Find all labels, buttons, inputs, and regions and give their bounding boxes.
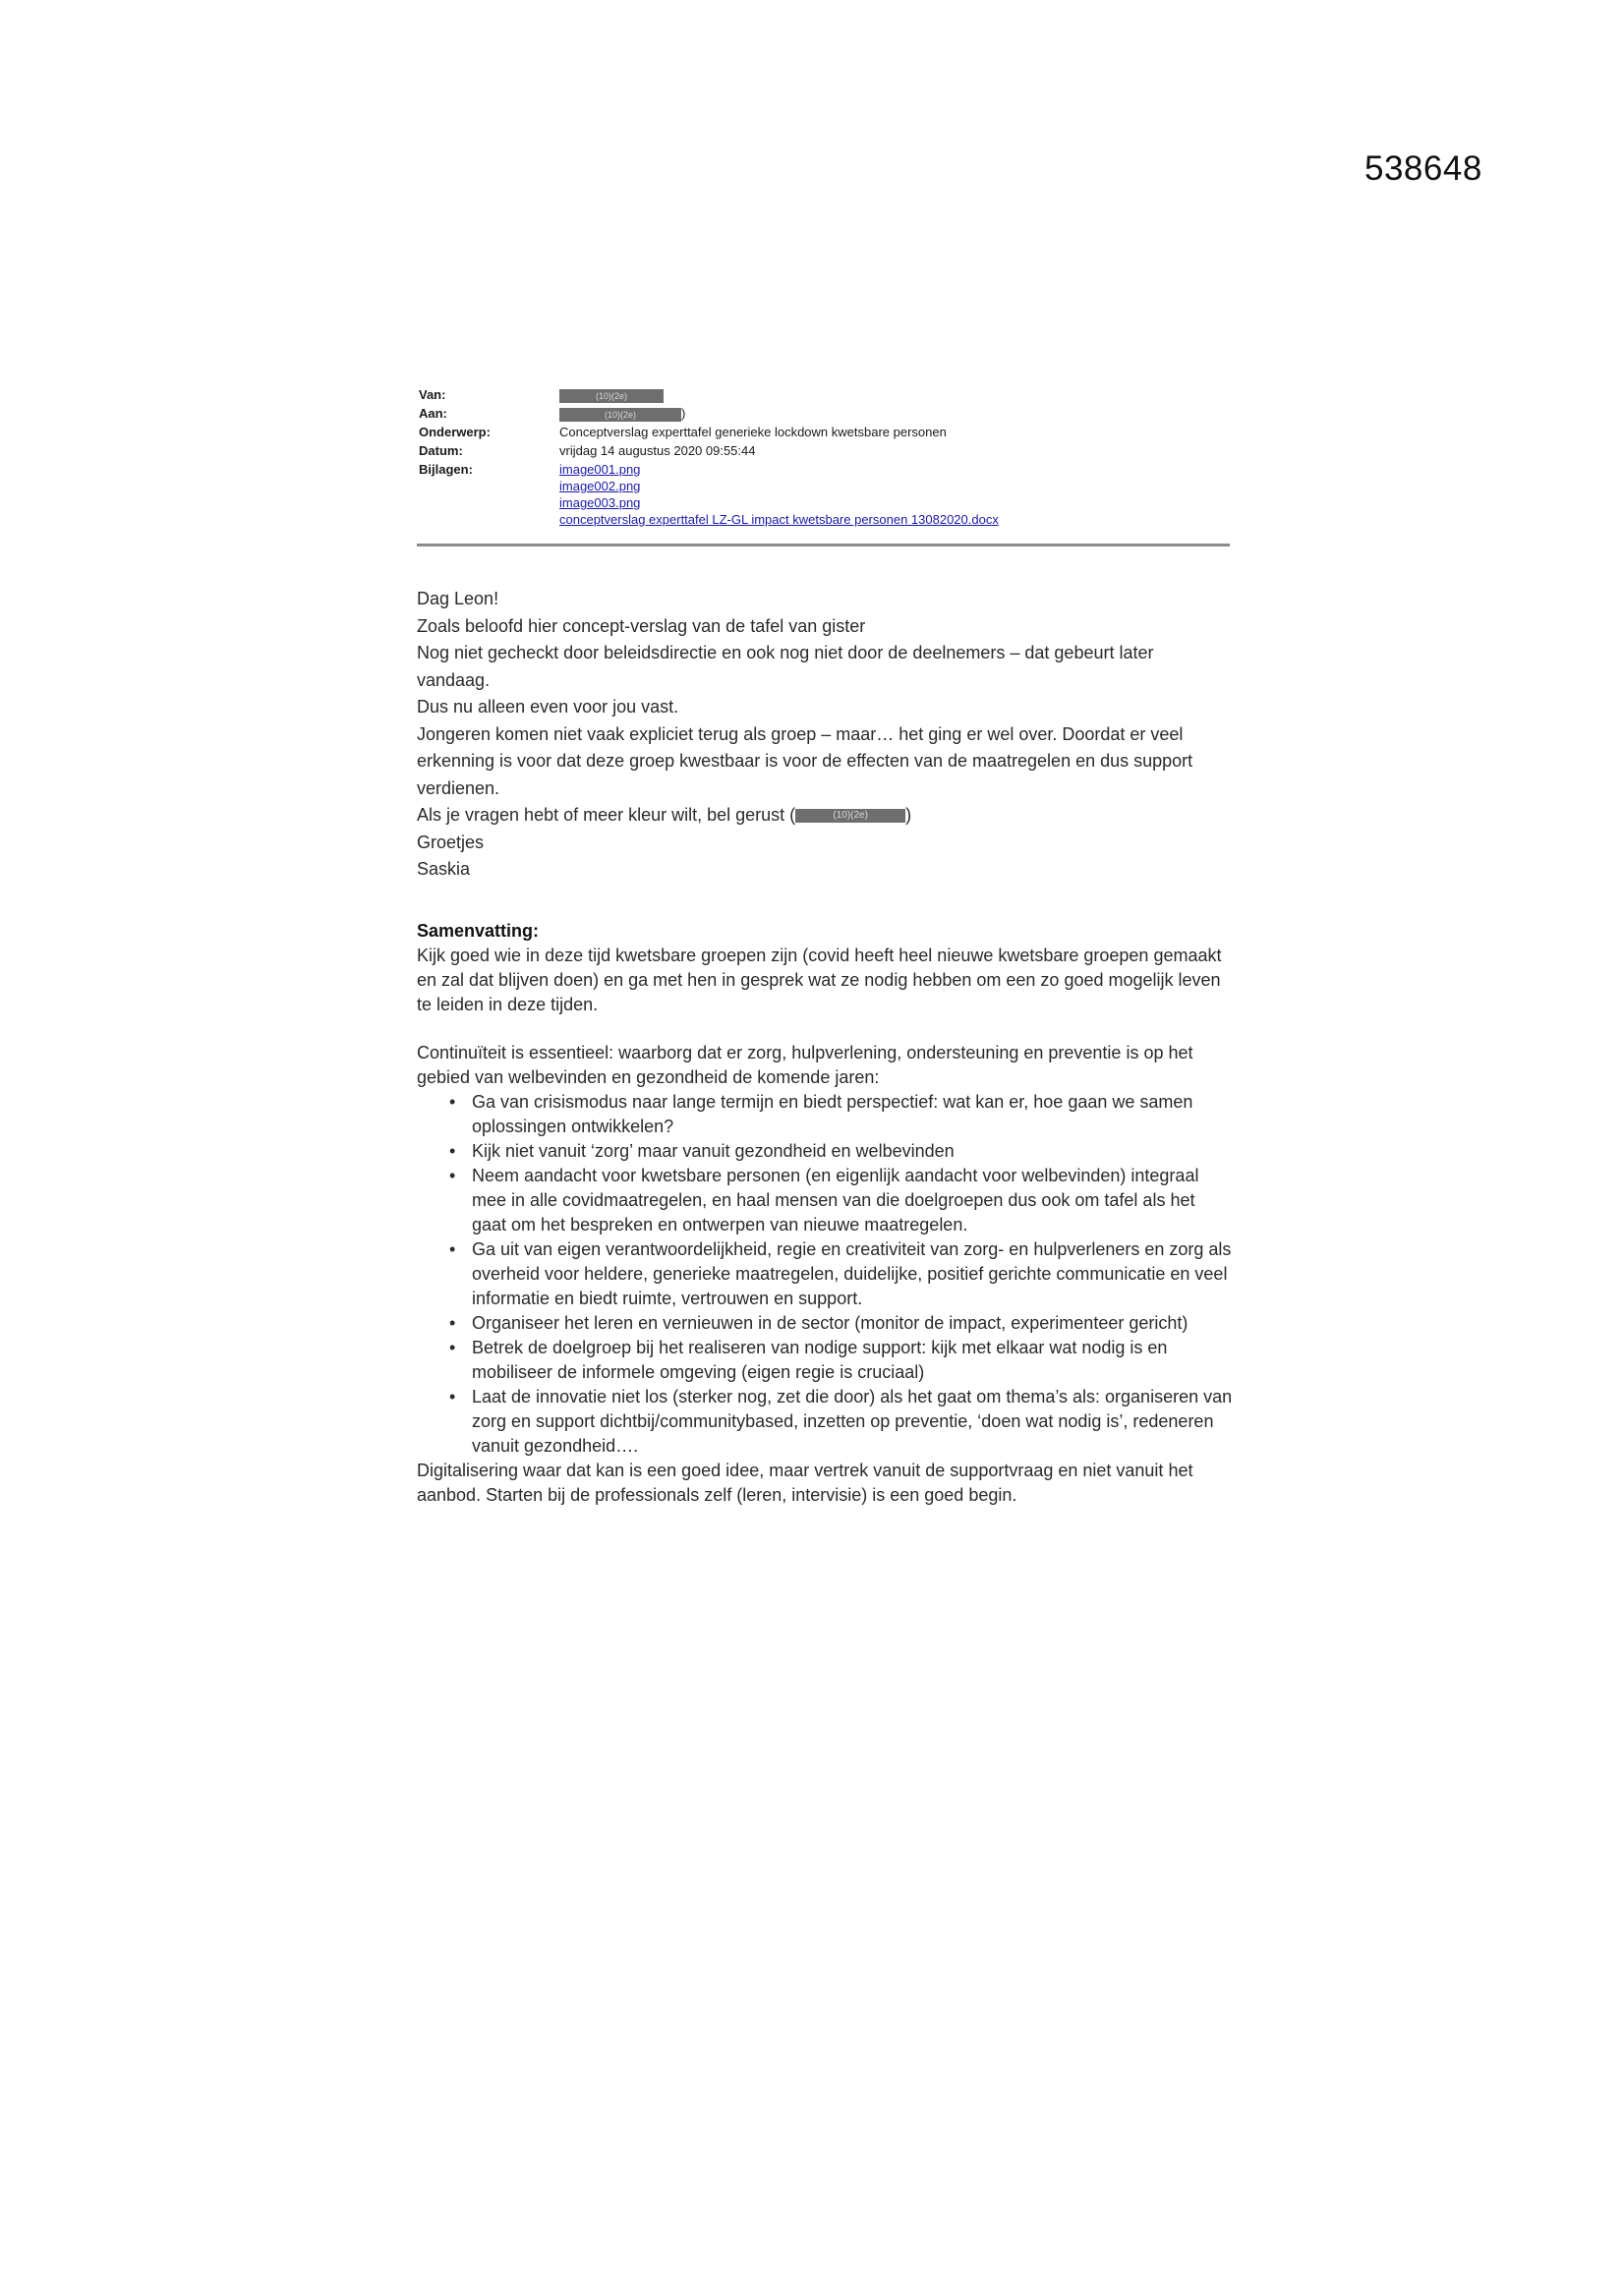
email-header (419, 385, 1225, 528)
summary-paragraph: Continuïteit is essentieel: waarborg dat er zorg, hulpverlening, ondersteuning en preventie is op het gebied van welbevinden en gezondheid de komende jaren: (417, 1043, 1193, 1087)
bullet-icon: • (449, 1166, 456, 1185)
list-item: • Organiseer het leren en vernieuwen in de sector (monitor de impact, experimenteer gericht) (472, 1311, 1233, 1336)
bullet-icon: • (449, 1092, 456, 1112)
to-redaction: (10)(2e) (559, 408, 681, 422)
bullet-icon: • (449, 1387, 456, 1406)
list-item: • Betrek de doelgroep bij het realiseren van nodige support: kijk met elkaar wat nodig is en mobiliseer de informele omgeving (eigen regie is cruciaal) (449, 1338, 1168, 1382)
document-number: 538648 (1364, 149, 1482, 188)
from-redaction: (10)(2e) (559, 389, 664, 403)
date-label: Datum: (419, 443, 463, 458)
summary-bullet-list (417, 1090, 1233, 1459)
list-item: • Ga uit van eigen verantwoordelijkheid, regie en creativiteit van zorg- en hulpverleners en zorg als overheid voor heldere, generieke maatregelen, duidelijke, positief gerichte communicatie en veel informatie en biedt ruimte, vertrouwen en support. (449, 1239, 1232, 1308)
message-line: Nog niet gecheckt door beleidsdirectie en ook nog niet door de deelnemers – dat gebeurt later vandaag. (417, 643, 1154, 690)
phone-line-before: Als je vragen hebt of meer kleur wilt, bel gerust ( (417, 805, 796, 825)
from-label: Van: (419, 387, 446, 402)
attachment-link[interactable]: image001.png (559, 462, 641, 477)
to-label: Aan: (419, 406, 447, 421)
phone-redaction: (10)(2e) (795, 809, 905, 823)
from-row (419, 385, 1225, 404)
closing: Groetjes (417, 832, 485, 852)
list-item: • Laat de innovatie niet los (sterker nog, zet die door) als het gaat om thema’s als: organiseren van zorg en support dichtbij/communitybased, inzetten op preventie, ‘doen wat nodig is’, redeneren vanuit gezondheid…. (449, 1387, 1233, 1456)
message-line: Dus nu alleen even voor jou vast. (417, 697, 679, 717)
summary-paragraph: Digitalisering waar dat kan is een goed idee, maar vertrek vanuit de supportvraag en niet vanuit het aanbod. Starten bij de professionals zelf (leren, intervisie) is een goed begin. (417, 1461, 1193, 1505)
attachment-link[interactable]: conceptverslag experttafel LZ-GL impact kwetsbare personen 13082020.docx (559, 512, 999, 527)
message-line: Jongeren komen niet vaak expliciet terug als groep – maar… het ging er wel over. Doordat er veel erkenning is voor dat deze groep kwestbaar is voor de effecten van de maatregelen en dus support verdienen. (417, 723, 1193, 798)
greeting: Dag Leon! (417, 589, 499, 608)
list-item: • Neem aandacht voor kwetsbare personen (en eigenlijk aandacht voor welbevinden) integraal mee in alle covidmaatregelen, en haal mensen van die doelgroepen dus ook om tafel als het gaat om het bespreken en ontwerpen van nieuwe maatregelen. (449, 1166, 1199, 1234)
signature: Saskia (417, 859, 471, 879)
bullet-icon: • (449, 1239, 456, 1259)
summary-paragraph: Kijk goed wie in deze tijd kwetsbare groepen zijn (covid heeft heel nieuwe kwetsbare groepen gemaakt en zal dat blijven doen) en ga met hen in gesprek wat ze nodig hebben om een zo goed mogelijk leven te leiden in deze tijden. (417, 946, 1222, 1014)
header-divider (417, 544, 1230, 546)
to-row (419, 404, 1225, 423)
summary-section (417, 918, 1233, 1508)
message-line: Zoals beloofd hier concept-verslag van de tafel van gister (417, 615, 866, 636)
attachment-link[interactable]: image002.png (559, 479, 641, 493)
subject-value: Conceptverslag experttafel generieke lockdown kwetsbare personen (559, 425, 947, 439)
bullet-icon: • (449, 1338, 456, 1357)
list-item: • Ga van crisismodus naar lange termijn en biedt perspectief: wat kan er, hoe gaan we samen oplossingen ontwikkelen? (449, 1092, 1193, 1136)
attachments-row (419, 460, 1225, 528)
date-row (419, 441, 1225, 460)
message-body (417, 586, 1231, 884)
phone-line-after: ) (905, 805, 912, 825)
attachment-link[interactable]: image003.png (559, 495, 641, 510)
message-line (417, 802, 1231, 830)
subject-label: Onderwerp: (419, 425, 491, 439)
to-suffix: ) (681, 406, 686, 421)
bullet-icon: • (449, 1313, 456, 1333)
bullet-icon: • (449, 1141, 456, 1161)
date-value: vrijdag 14 augustus 2020 09:55:44 (559, 443, 756, 458)
subject-row (419, 423, 1225, 441)
summary-heading: Samenvatting: (417, 921, 540, 941)
attachments-label: Bijlagen: (419, 462, 473, 477)
list-item: • Kijk niet vanuit ‘zorg’ maar vanuit gezondheid en welbevinden (472, 1139, 1233, 1164)
